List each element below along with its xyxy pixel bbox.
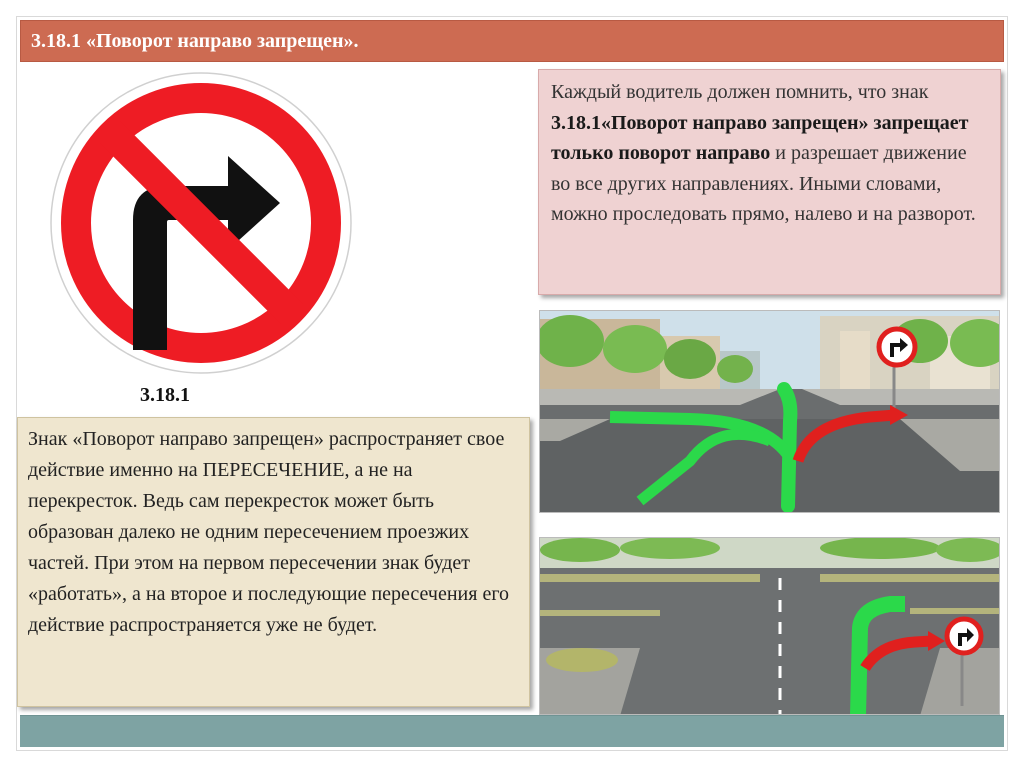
sign-caption: 3.18.1 bbox=[140, 384, 190, 406]
callout-top-text-1: Каждый водитель должен помнить, что знак bbox=[551, 81, 929, 103]
callout-top-text-2: и разрешает движение во все других направлениях. Иными словами, можно проследовать прямо, налево и на разворот. bbox=[551, 142, 976, 225]
no-right-turn-sign-icon bbox=[48, 70, 354, 376]
street-intersection-illustration-icon bbox=[539, 310, 1000, 513]
callout-top-bold: 3.18.1«Поворот направо запрещен» запрещает только поворот направо bbox=[551, 111, 969, 164]
page-title: 3.18.1 «Поворот направо запрещен». bbox=[20, 20, 1004, 62]
callout-left-text: Знак «Поворот направо запрещен» распространяет свое действие именно на ПЕРЕСЕЧЕНИЕ, а не на перекресток. Ведь сам перекресток может быть образован далеко не одним пересечением проезжих частей. При этом на первом пересечении знак будет «работать», а на второе и последующие пересечения его действие распространяется уже не будет. bbox=[28, 428, 510, 636]
callout-top bbox=[538, 69, 1001, 295]
callout-left bbox=[17, 417, 530, 707]
footer-bar bbox=[20, 715, 1004, 747]
divided-road-illustration-icon bbox=[539, 537, 1000, 715]
